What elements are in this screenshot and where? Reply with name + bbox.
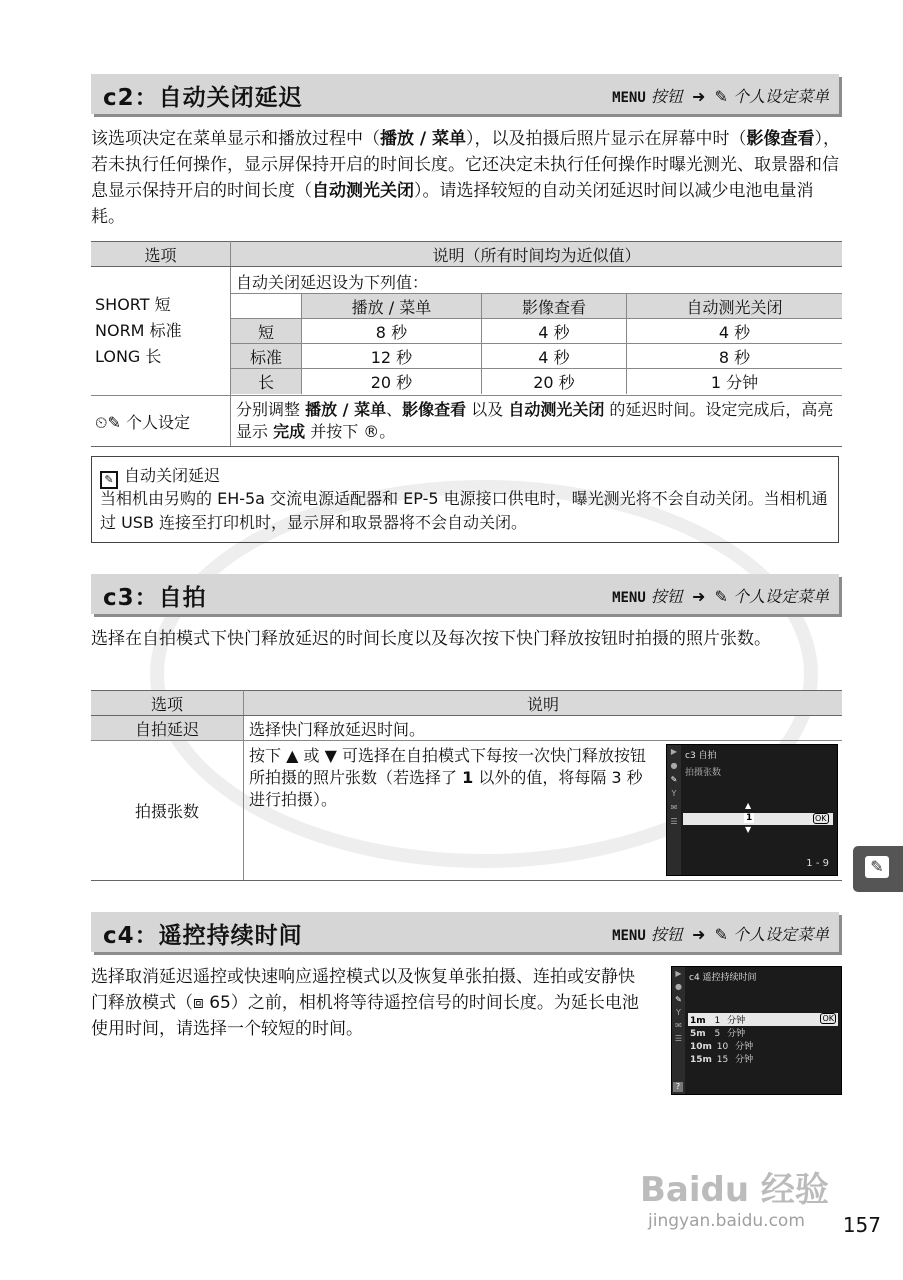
arrow-icon: ➜	[691, 587, 706, 606]
text: 分别调整	[236, 400, 306, 419]
screen-subtitle: 拍摄张数	[685, 768, 722, 778]
row-label: 标准	[231, 344, 302, 369]
bold-term: 影像查看	[746, 129, 815, 149]
cell-value: 4 秒	[627, 319, 842, 344]
ok-button-icon: ®	[363, 422, 380, 441]
list-item[interactable]	[688, 1026, 838, 1039]
menu-button-label: MENU	[612, 90, 646, 106]
baidu-watermark: Baidu 经验	[640, 1170, 829, 1210]
subhead-playback: 播放 / 菜单	[302, 294, 482, 319]
text: 并按下	[305, 422, 364, 441]
menu-button-label: MENU	[612, 590, 646, 606]
side-tab	[853, 846, 903, 892]
pencil-icon: ✎	[675, 995, 682, 1004]
screen-title: c4 遥控持续时间	[689, 973, 757, 983]
section-code: c4	[103, 923, 135, 949]
cell-value: 1 分钟	[627, 369, 842, 394]
button-word: 按钮	[650, 587, 683, 606]
preset-desc-cell	[231, 267, 843, 396]
play-icon: ▶	[670, 747, 678, 756]
pencil-icon: ✎	[107, 412, 121, 432]
list-item[interactable]	[688, 1039, 838, 1052]
text: 的延迟时间。设定完成后，高亮显示	[236, 400, 834, 441]
custom-option-label: 个人设定	[125, 412, 190, 432]
ok-button[interactable]: OK	[815, 814, 827, 823]
cell-value: 12 秒	[302, 344, 482, 369]
menu-sidebar	[667, 745, 681, 875]
note-box	[91, 456, 839, 543]
menu-name: 个人设定菜单	[732, 87, 829, 106]
arrow-icon: ➜	[691, 87, 706, 106]
section-header-c2	[91, 74, 839, 114]
section-title-text: ：自动关闭延迟	[134, 85, 303, 111]
text: 。	[379, 422, 396, 441]
pencil-icon: ✎	[670, 775, 678, 784]
retouch-icon: ✉	[675, 1021, 682, 1030]
help-icon[interactable]: ?	[673, 1082, 683, 1092]
subhead-review: 影像查看	[481, 294, 626, 319]
wrench-icon: Y	[671, 789, 677, 798]
text: ），若未执行任何操作，显示屏保持开启的时间长度。它还决定未执行任何操作时曝光测光、取景器和信息显示保持开启的时间长度（	[91, 129, 841, 201]
custom-option-cell	[91, 396, 231, 447]
camera-screen-c4	[671, 966, 842, 1095]
menu-button-label: MENU	[612, 928, 646, 944]
value-bar	[683, 813, 833, 825]
camera-icon: ●	[670, 761, 678, 770]
cell-value: 4 秒	[481, 344, 626, 369]
delay-values-table	[231, 293, 842, 394]
pencil-icon: ✎	[714, 925, 728, 944]
menu-path	[612, 584, 829, 607]
note-title-text: 自动关闭延迟	[124, 466, 221, 485]
page-number: 157	[842, 1213, 881, 1237]
section-header-c3	[91, 574, 839, 614]
duration-list	[688, 1013, 838, 1065]
cell-value: 4 秒	[481, 319, 626, 344]
camera-icon: ●	[675, 982, 682, 991]
option-self-timer-delay: 自拍延迟	[91, 716, 244, 741]
item-code: 15m	[690, 1055, 712, 1065]
section-title	[103, 917, 303, 950]
c2-options-table	[91, 241, 842, 447]
item-num: 10	[716, 1042, 729, 1052]
row-label: 短	[231, 319, 302, 344]
text: ）之前，相机将等待遥控信号的时间长度。为延长电池使用时间，请选择一个较短的时间。	[91, 993, 639, 1039]
item-unit: 分钟	[727, 1016, 746, 1026]
jingyan-watermark: jingyan.baidu.com	[648, 1211, 805, 1231]
bold-term: 1	[462, 768, 474, 787]
list-icon: ☰	[670, 817, 678, 826]
timer-icon: ⏲	[95, 412, 108, 432]
col-option-header: 选项	[91, 242, 231, 267]
menu-name: 个人设定菜单	[732, 587, 829, 606]
text: ）。请选择较短的自动关闭延迟时间以减少电池电量消耗。	[91, 181, 814, 227]
list-item[interactable]	[688, 1052, 838, 1065]
c3-description: 选择在自拍模式下快门释放延迟的时间长度以及每次按下快门释放按钮时拍摄的照片张数。	[91, 629, 771, 649]
range-label: 1 - 9	[806, 858, 829, 869]
up-arrow-icon: ▲	[745, 801, 752, 810]
play-icon: ▶	[675, 969, 682, 978]
cell-value: 8 秒	[302, 319, 482, 344]
cell-value: 20 秒	[481, 369, 626, 394]
item-code: 5m	[690, 1029, 706, 1039]
col-option-header: 选项	[91, 691, 244, 716]
item-unit: 分钟	[735, 1055, 754, 1065]
col-desc-header: 说明（所有时间均为近似值）	[231, 242, 843, 267]
menu-path	[612, 922, 829, 945]
bold-term: 影像查看	[402, 400, 467, 419]
menu-sidebar	[672, 967, 685, 1094]
option-long: LONG 长	[95, 347, 162, 366]
option-short: SHORT 短	[95, 295, 171, 314]
menu-path	[612, 84, 829, 107]
c2-description	[91, 126, 843, 230]
subhead-meter: 自动测光关闭	[627, 294, 842, 319]
custom-desc-cell	[231, 396, 843, 447]
page-ref: ⧈ 65	[193, 993, 231, 1013]
section-title-text: ：遥控持续时间	[134, 923, 303, 949]
text: 、	[386, 400, 403, 419]
item-unit: 分钟	[727, 1029, 746, 1039]
text: 该选项决定在菜单显示和播放过程中（	[91, 129, 380, 149]
cell-value: 20 秒	[302, 369, 482, 394]
section-code: c2	[103, 85, 135, 111]
item-code: 1m	[690, 1016, 706, 1026]
section-title	[103, 579, 207, 612]
bold-term: 完成	[273, 422, 306, 441]
text: 按下 ▲ 或 ▼ 可选择在自拍模式下每按一次快门释放按钮所拍摄的照片张数（若选择了	[249, 746, 646, 787]
shot-count-value[interactable]: 1	[746, 813, 753, 823]
preset-options-cell	[91, 267, 231, 396]
camera-screen-c3	[666, 744, 838, 876]
ok-button[interactable]: OK	[822, 1014, 834, 1023]
screen-title: c3 自拍	[685, 751, 717, 761]
bold-term: 播放 / 菜单	[305, 400, 387, 419]
wrench-icon: Y	[676, 1008, 681, 1017]
list-icon: ☰	[674, 1034, 683, 1043]
list-item[interactable]	[688, 1013, 838, 1026]
item-unit: 分钟	[735, 1042, 754, 1052]
pencil-icon: ✎	[714, 87, 728, 106]
arrow-icon: ➜	[691, 925, 706, 944]
item-num: 5	[714, 1029, 721, 1039]
down-arrow-icon: ▼	[745, 825, 752, 834]
text: 以外的值，将每隔 3 秒进行拍摄）。	[249, 768, 643, 809]
text: ），以及拍摄后照片显示在屏幕中时（	[466, 129, 747, 149]
item-num: 15	[716, 1055, 729, 1065]
item-num: 1	[714, 1016, 721, 1026]
note-title	[100, 463, 220, 489]
button-word: 按钮	[650, 925, 683, 944]
bold-term: 自动测光关闭	[508, 400, 605, 419]
button-word: 按钮	[650, 87, 683, 106]
c4-description	[91, 964, 651, 1042]
bold-term: 播放 / 菜单	[380, 129, 467, 149]
col-desc-header: 说明	[244, 691, 843, 716]
option-shot-count: 拍摄张数	[91, 741, 244, 881]
section-header-c4	[91, 912, 839, 952]
pencil-icon: ✎	[714, 587, 728, 606]
note-body: 当相机由另购的 EH-5a 交流电源适配器和 EP-5 电源接口供电时，曝光测光将不会自动关闭。当相机通过 USB 连接至打印机时，显示屏和取景器将不会自动关闭。	[100, 489, 828, 532]
cell-value: 8 秒	[627, 344, 842, 369]
text: 选择取消延迟遥控或快速响应遥控模式以及恢复单张拍摄、连拍或安静快门释放模式（	[91, 967, 635, 1013]
option-desc: 选择快门释放延迟时间。	[244, 716, 843, 741]
preset-intro: 自动关闭延迟设为下列值：	[236, 273, 429, 292]
item-code: 10m	[690, 1042, 712, 1052]
section-title	[103, 79, 303, 112]
section-code: c3	[103, 585, 135, 611]
row-label: 长	[231, 369, 302, 394]
retouch-icon: ✉	[670, 803, 678, 812]
bold-term: 自动测光关闭	[312, 181, 414, 201]
text: 以及	[466, 400, 509, 419]
pencil-icon: ✎	[865, 856, 889, 878]
section-title-text: ：自拍	[134, 585, 207, 611]
menu-name: 个人设定菜单	[732, 925, 829, 944]
option-norm: NORM 标准	[95, 321, 182, 340]
pencil-icon: ✎	[100, 471, 118, 489]
